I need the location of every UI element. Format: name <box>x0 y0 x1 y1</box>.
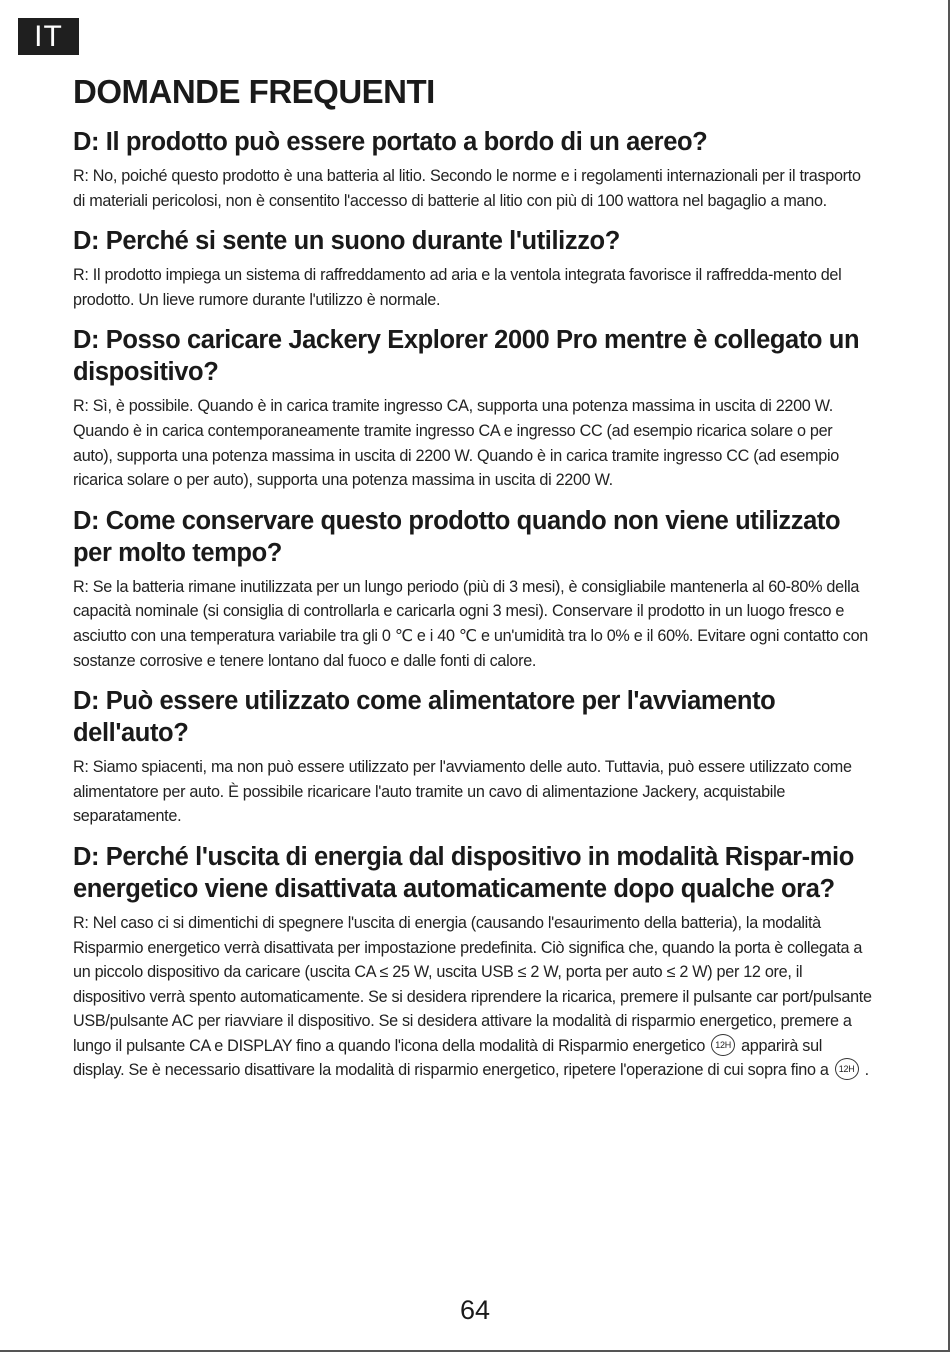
faq-content <box>73 72 873 1095</box>
faq-answer: R: No, poiché questo prodotto è una batteria al litio. Secondo le norme e i regolamenti internazionali per il trasporto di materiali pericolosi, non è consentito l'accesso di batterie al litio con più di 100 wattora nel bagaglio a mano. <box>73 167 861 210</box>
eco-mode-12h-icon: 12H <box>711 1034 735 1056</box>
eco-mode-12h-icon: 12H <box>835 1058 859 1080</box>
faq-item-6 <box>73 841 873 1083</box>
faq-answer: R: Siamo spiacenti, ma non può essere utilizzato per l'avviamento delle auto. Tuttavia, può essere utilizzato come alimentatore per auto. È possibile ricaricare l'auto tramite un cavo di alimentazione Jackery, acquistabile separatamente. <box>73 758 852 826</box>
language-tab: IT <box>18 18 79 55</box>
faq-question: D: Perché si sente un suono durante l'utilizzo? <box>73 227 620 256</box>
faq-answer-text: R: Nel caso ci si dimentichi di spegnere l'uscita di energia (causando l'esaurimento della batteria), la modalità Risparmio energetico verrà disattivata per impostazione predefinita. Ciò significa che, quando la porta è collegata a un piccolo dispositivo da caricare (uscita CA ≤ 25 W, uscita USB ≤ 2 W, porta per auto ≤ 2 W) per 12 ore, il dispositivo verrà spento automaticamente. Se si desidera riprendere la ricarica, premere il pulsante car port/pulsante USB/pulsante AC per riavviare il dispositivo. Se si desidera attivare la modalità di risparmio energetico, premere a lungo il pulsante CA e DISPLAY fino a quando l'icona della modalità di Risparmio energetico <box>73 913 872 1055</box>
page-number: 64 <box>459 1295 491 1325</box>
page-title: DOMANDE FREQUENTI <box>73 73 435 110</box>
faq-answer <box>73 911 873 1083</box>
faq-answer: R: Il prodotto impiega un sistema di raffreddamento ad aria e la ventola integrata favorisce il raffredda-mento del prodotto. Un lieve rumore durante l'utilizzo è normale. <box>73 266 842 309</box>
faq-question: D: Come conservare questo prodotto quando non viene utilizzato per molto tempo? <box>73 506 841 567</box>
faq-answer-text: . <box>864 1061 869 1080</box>
faq-answer: R: Sì, è possibile. Quando è in carica tramite ingresso CA, supporta una potenza massima in uscita di 2200 W. Quando è in carica contemporaneamente tramite ingresso CA e ingresso CC (ad esempio ricarica solare o per auto), supporta una potenza massima in uscita di 2200 W. Quando è in carica tramite ingresso CC (ad esempio ricarica solare o per auto), supporta una potenza massima in uscita di 2200 W. <box>73 397 839 490</box>
faq-answer: R: Se la batteria rimane inutilizzata per un lungo periodo (più di 3 mesi), è consigliabile mantenerla al 60-80% della capacità nominale (si consiglia di controllarla e caricarla ogni 3 mesi). Conservare il prodotto in un luogo fresco e asciutto con una temperatura variabile tra gli 0 ℃ e i 40 ℃ e un'umidità tra lo 0% e il 60%. Evitare ogni contatto con sostanze corrosive e tenere lontano dal fuoco e dalle fonti di calore. <box>73 577 868 670</box>
faq-question: D: Può essere utilizzato come alimentatore per l'avviamento dell'auto? <box>73 687 776 748</box>
faq-item-5 <box>73 685 873 829</box>
faq-question: D: Il prodotto può essere portato a bordo di un aereo? <box>73 128 708 156</box>
faq-item-2 <box>73 225 873 312</box>
faq-item-1 <box>73 126 873 213</box>
faq-answer-text: apparirà sul display. Se è necessario disattivare la modalità di risparmio energetico, ripetere l'operazione di cui sopra fino a <box>73 1036 829 1080</box>
faq-question: D: Posso caricare Jackery Explorer 2000 Pro mentre è collegato un dispositivo? <box>73 326 860 387</box>
faq-item-3 <box>73 324 873 492</box>
faq-item-4 <box>73 505 873 673</box>
faq-question: D: Perché l'uscita di energia dal dispositivo in modalità Rispar-mio energetico viene disattivata automaticamente dopo qualche ora? <box>73 842 854 903</box>
